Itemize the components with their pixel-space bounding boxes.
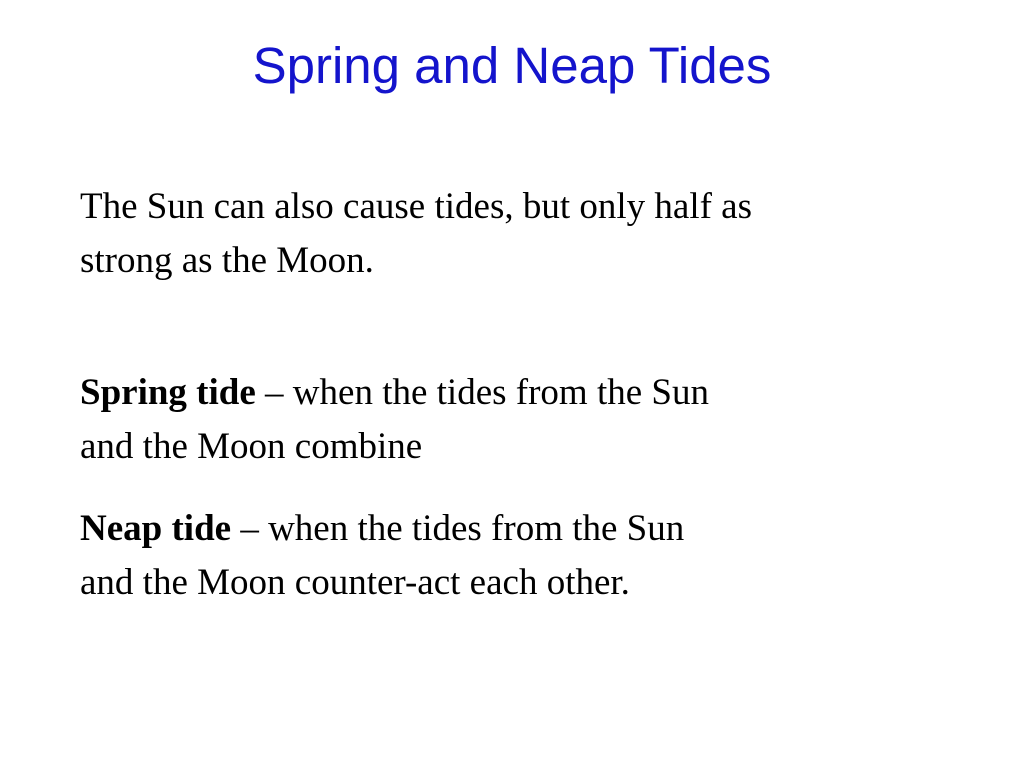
neap-tide-description-start: – when the tides from the Sun <box>231 508 685 549</box>
slide-title: Spring and Neap Tides <box>252 37 772 94</box>
spring-tide-line-2: and the Moon combine <box>80 426 423 467</box>
spring-tide-description-start: – when the tides from the Sun <box>255 372 709 413</box>
neap-tide-line-2: and the Moon counter-act each other. <box>80 562 630 603</box>
spring-tide-term: Spring tide <box>80 372 256 413</box>
neap-tide-term: Neap tide <box>80 508 232 549</box>
intro-line-2: strong as the Moon. <box>80 240 374 281</box>
spring-tide-line-1 <box>80 366 940 420</box>
intro-paragraph <box>80 180 940 288</box>
neap-tide-definition <box>80 502 940 610</box>
spring-tide-definition <box>80 366 940 474</box>
intro-line-1: The Sun can also cause tides, but only half as <box>80 186 752 227</box>
neap-tide-line-1 <box>80 502 940 556</box>
